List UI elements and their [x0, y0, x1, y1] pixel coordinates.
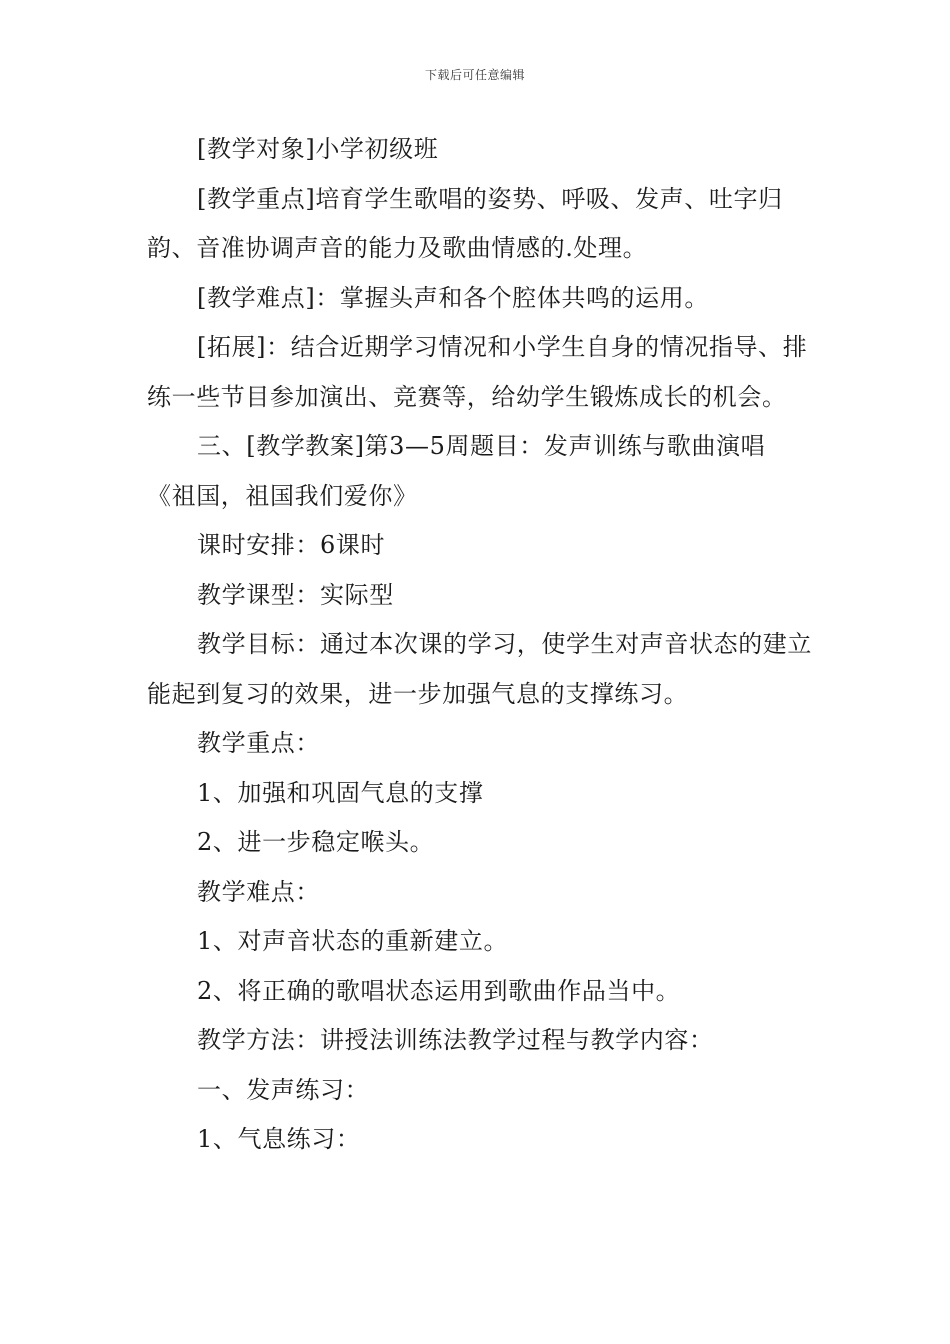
paragraph-teaching-goal: 教学目标：通过本次课的学习，使学生对声音状态的建立能起到复习的效果，进一步加强气息的支撑练习。	[147, 630, 812, 708]
paragraph-teaching-difficulty: [教学难点]：掌握头声和各个腔体共鸣的运用。	[197, 283, 709, 312]
page-header-note: 下载后可任意编辑	[424, 68, 525, 82]
paragraph-lesson-type: 教学课型：实际型	[197, 580, 394, 609]
list-item-focus-1: 1、加强和巩固气息的支撑	[197, 778, 484, 807]
paragraph-teaching-focus: [教学重点]培育学生歌唱的姿势、呼吸、发声、吐字归韵、音准协调声音的能力及歌曲情感的.处理。	[147, 184, 783, 262]
paragraph-class-hours: 课时安排：6课时	[197, 531, 386, 559]
paragraph-focus-heading: 教学重点：	[197, 729, 320, 757]
paragraph-teaching-target: [教学对象]小学初级班	[197, 135, 439, 163]
list-item-difficulty-2: 2、将正确的歌唱状态运用到歌曲作品当中。	[197, 976, 681, 1005]
list-item-difficulty-1: 1、对声音状态的重新建立。	[197, 927, 509, 955]
list-item-focus-2: 2、进一步稳定喉头。	[197, 828, 435, 856]
paragraph-extension: [拓展]：结合近期学习情况和小学生自身的情况指导、排练一些节目参加演出、竞赛等，给幼学生锻炼成长的机会。	[147, 333, 808, 411]
document-body	[147, 125, 812, 1165]
paragraph-lesson-plan-title: 三、[教学教案]第3—5周题目：发声训练与歌曲演唱《祖国，祖国我们爱你》	[147, 432, 766, 510]
paragraph-difficulty-heading: 教学难点：	[197, 877, 320, 906]
section-heading-vocal-practice: 一、发声练习：	[197, 1075, 370, 1104]
list-item-breath-practice: 1、气息练习：	[197, 1125, 361, 1153]
paragraph-teaching-method: 教学方法：讲授法训练法教学过程与教学内容：	[197, 1026, 714, 1054]
